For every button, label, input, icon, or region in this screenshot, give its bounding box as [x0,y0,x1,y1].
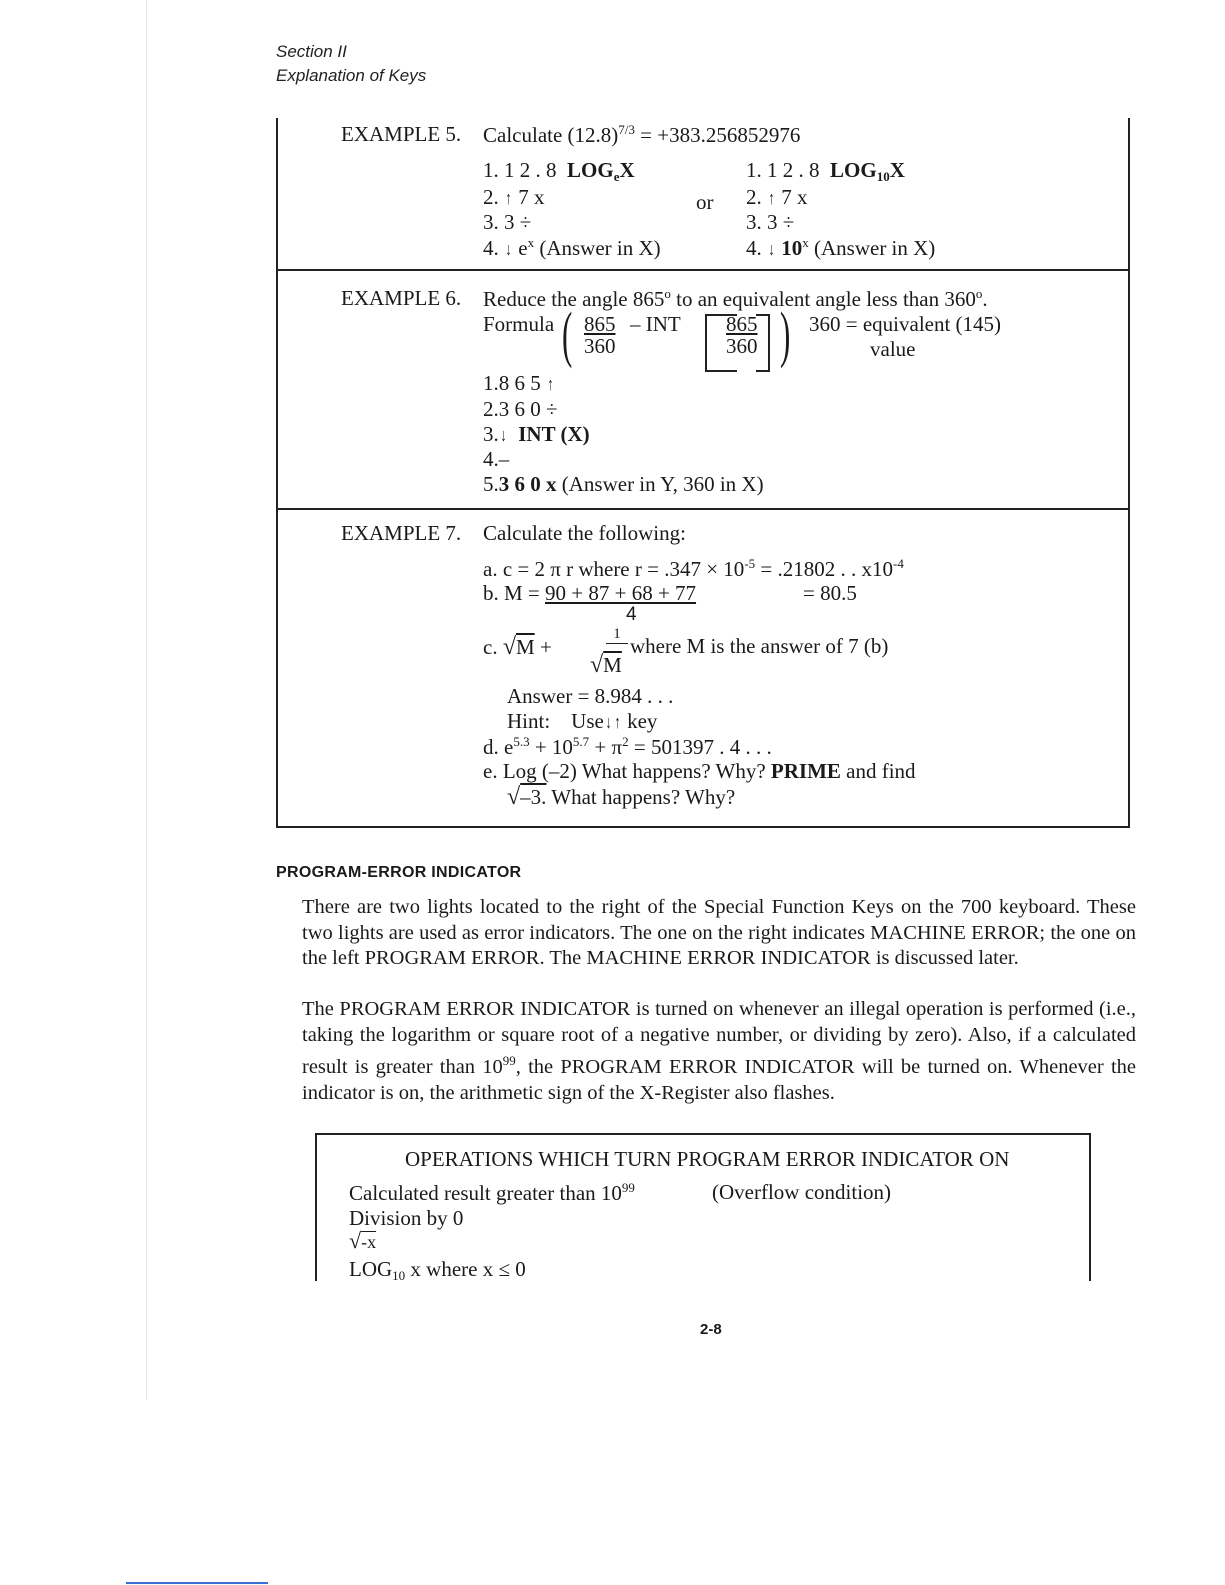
box-row: $LOG_{10}$ x where x ≤ 0 [349,1257,526,1283]
sqrt-icon: √ [507,784,521,810]
arrow-down-icon: ↓ [768,239,775,259]
or-label: or [696,190,714,214]
box-title: OPERATIONS WHICH TURN PROGRAM ERROR INDICATOR ON [405,1147,1010,1171]
example-statement: Calculate $(12.8)^{7/3} = +383.256852976$ [483,122,801,147]
step-line: 2. ↑ 7 x [746,185,808,209]
formula-result-value: value [870,337,916,361]
step-line: 2. ↑ 7 x [483,185,545,209]
item-b-denominator: 4 [626,604,637,625]
frame-right [1128,118,1130,828]
int-label: – INT [630,312,681,336]
fraction-denominator: 360 [584,334,616,358]
paragraph: The PROGRAM ERROR INDICATOR is turned on whenever an illegal operation is performed (i.e., taking the logarithm or square root of a negative number, or dividing by zero). Also, if a calculated result is greater than $10^{99}$, the PROGRAM ERROR INDICATOR will be turned on. Whenever the indicator is on, the arithmetic sign of the X-Register also flashes. [302,998,1136,1104]
frame-left [276,118,278,828]
item-c: c. √M + [483,634,552,660]
example-statement: Calculate the following: [483,521,686,545]
step-line: 1. 1 2 . 8 $LOG_eX$ [483,158,635,184]
box-row: Calculated result greater than $10^{99}$ [349,1180,635,1205]
bracket-close [756,314,770,372]
step-line: 4. ↓ 10$^x$ (Answer in X) [746,235,936,260]
example-statement: Reduce the angle 865$^o$ to an equivalent angle less than 360$^o$. [483,286,988,311]
item-b: b. M = 90 + 87 + 68 + 77 [483,581,697,605]
step-line: 3.↓ INT (X) [483,422,590,446]
arrow-up-icon: ↑ [505,188,512,208]
fraction-denominator: 360 [726,334,758,358]
example-label: EXAMPLE 6. [341,286,462,310]
arrow-down-icon: ↓ [505,239,512,259]
step-line: 5.3 6 0 x (Answer in Y, 360 in X) [483,472,764,496]
section-subtitle: Explanation of Keys [276,66,427,85]
bottom-rule [126,1582,268,1584]
item-e-cont: √–3. What happens? Why? [507,784,736,810]
paren-close: ) [780,301,791,369]
example-label: EXAMPLE 7. [341,521,462,545]
arrow-up-icon: ↑ [768,188,775,208]
answer-line: Answer = 8.984 . . . [507,684,674,708]
arrow-up-icon: ↑ [547,374,554,394]
section-label: Section II [276,42,347,61]
item-d: d. $e^{5.3} + 10^{5.7} + \pi^2 = 501397$ . 4 . . . [483,734,772,759]
step-line: 3. 3 ÷ [746,210,795,234]
item-c-text: where M is the answer of 7 (b) [630,634,889,658]
sqrt-icon: √ [349,1228,362,1253]
section-heading: PROGRAM-ERROR INDICATOR [276,864,522,881]
item-c-denominator: √M [590,652,622,678]
divider-5-6 [276,269,1130,271]
paren-open: ( [562,301,573,369]
box-row: √-x [349,1228,377,1253]
formula-label: Formula [483,312,555,336]
fraction-numerator: 865 [726,312,758,336]
step-line: 4.– [483,447,510,471]
box-row-note: (Overflow condition) [712,1180,892,1204]
fraction-numerator: 865 [584,312,616,336]
divider-6-7 [276,508,1130,510]
frame-bottom [276,826,1130,828]
step-line: 2.3 6 0 ÷ [483,397,558,421]
example-label: EXAMPLE 5. [341,122,462,146]
step-line: 4. ↓ $e^x$ (Answer in X) [483,235,661,260]
arrow-down-icon: ↓ [500,425,507,445]
arrow-up-icon: ↑ [614,712,621,732]
hint-line: Hint: Use↓ ↑ key [507,709,658,733]
sqrt-icon: √ [502,634,516,660]
item-e: e. Log (–2) What happens? Why? PRIME and find [483,759,916,783]
step-line: 3. 3 ÷ [483,210,532,234]
formula-result: 360 = equivalent (145) [809,312,1002,336]
page-number: 2-8 [700,1321,722,1338]
item-b-result: = 80.5 [803,581,857,605]
item-c-numerator: 1 [606,626,628,644]
step-line: 1. 1 2 . 8 $LOG_{10}X$ [746,158,905,184]
item-a: a. c = 2 π r where $r = .347 \times 10^{-5} = .21802$ . . $x10^{-4}$ [483,556,904,581]
box-row: Division by 0 [349,1206,464,1230]
arrow-down-icon: ↓ [605,712,612,732]
step-line: 1.8 6 5 ↑ [483,371,554,395]
sqrt-icon: √ [590,652,604,678]
paragraph: There are two lights located to the right of the Special Function Keys on the 700 keyboard. These two lights are used as error indicators. The one on the right indicates MACHINE ERROR; the one on the left PROGRAM ERROR. The MACHINE ERROR INDICATOR is discussed later. [302,896,1136,969]
